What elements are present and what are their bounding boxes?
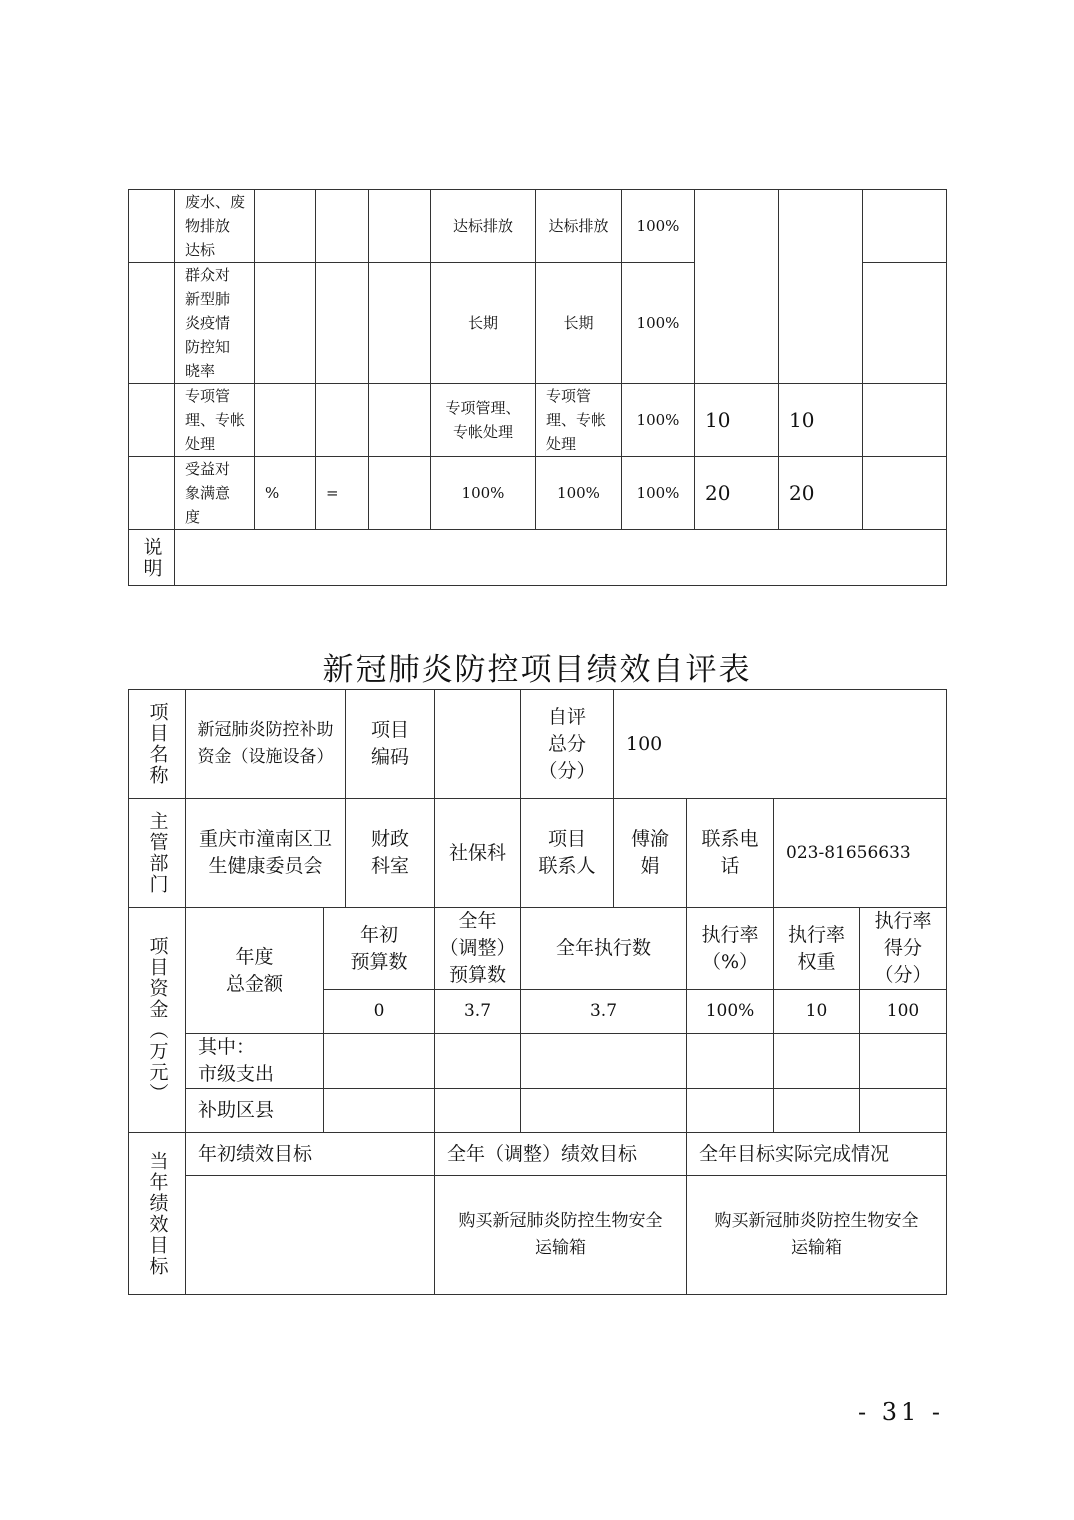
rate-cell: 100% xyxy=(622,457,695,530)
blank-cell xyxy=(863,263,947,384)
funds-label-cell xyxy=(129,908,186,1133)
office-label: 财政 科室 xyxy=(346,799,435,908)
project-name-label-cell xyxy=(129,690,186,799)
actual-cell: 长期 xyxy=(536,263,622,384)
exec-rate-label: 执行率 （%） xyxy=(687,908,774,990)
dept-label: 主管部门 xyxy=(146,811,169,895)
funds-label: 项目资金（万元） xyxy=(146,936,169,1104)
blank-cell xyxy=(129,457,175,530)
project-name-label: 项目名称 xyxy=(146,702,169,786)
adjusted-goal-value: 购买新冠肺炎防控生物安全 运输箱 xyxy=(435,1176,687,1295)
note-row xyxy=(129,530,947,586)
rate-cell: 100% xyxy=(622,384,695,457)
initial-budget-value: 0 xyxy=(324,990,435,1034)
project-code-label: 项目 编码 xyxy=(346,690,435,799)
county-score xyxy=(860,1089,947,1133)
county-rate xyxy=(687,1089,774,1133)
city-adjusted xyxy=(435,1034,521,1089)
self-score-label: 自评 总分 （分） xyxy=(521,690,614,799)
blank-cell xyxy=(129,190,175,263)
blank-cell xyxy=(369,190,431,263)
initial-goal-label: 年初绩效目标 xyxy=(186,1133,435,1176)
project-row xyxy=(129,690,947,799)
unit-cell xyxy=(255,190,316,263)
exec-weight-value: 10 xyxy=(774,990,860,1034)
evaluation-table xyxy=(128,689,947,1295)
actual-cell: 100% xyxy=(536,457,622,530)
county-executed xyxy=(521,1089,687,1133)
county-initial xyxy=(324,1089,435,1133)
blank-cell xyxy=(863,457,947,530)
self-score-value: 100 xyxy=(614,690,947,799)
table-row xyxy=(129,190,947,263)
indicator-name: 专项管 理、专帐 处理 xyxy=(175,384,255,457)
blank-cell xyxy=(369,457,431,530)
unit-cell xyxy=(255,263,316,384)
initial-goal-value xyxy=(186,1176,435,1295)
city-row xyxy=(129,1034,947,1089)
phone-label: 联系电 话 xyxy=(687,799,774,908)
goals-label-cell xyxy=(129,1133,186,1295)
nature-cell xyxy=(316,263,369,384)
adjusted-goal-label: 全年（调整）绩效目标 xyxy=(435,1133,687,1176)
table-row xyxy=(129,384,947,457)
note-value xyxy=(175,530,947,586)
score-cell: 10 xyxy=(779,384,863,457)
contact-value: 傅渝 娟 xyxy=(614,799,687,908)
goals-label: 当年绩效目标 xyxy=(146,1150,169,1277)
page-number: - 31 - xyxy=(858,1398,945,1426)
unit-cell xyxy=(255,384,316,457)
city-weight xyxy=(774,1034,860,1089)
unit-cell: % xyxy=(255,457,316,530)
dept-value: 重庆市潼南区卫生健康委员会 xyxy=(186,799,346,908)
blank-cell xyxy=(129,384,175,457)
contact-label: 项目 联系人 xyxy=(521,799,614,908)
target-cell: 100% xyxy=(431,457,536,530)
exec-score-value: 100 xyxy=(860,990,947,1034)
note-label-cell xyxy=(129,530,175,586)
nature-cell xyxy=(316,384,369,457)
target-cell: 专项管理、 专帐处理 xyxy=(431,384,536,457)
table-row xyxy=(129,457,947,530)
nature-cell: = xyxy=(316,457,369,530)
executed-label: 全年执行数 xyxy=(521,908,687,990)
actual-goal-value: 购买新冠肺炎防控生物安全 运输箱 xyxy=(687,1176,947,1295)
office-value: 社保科 xyxy=(435,799,521,908)
goals-header-row xyxy=(129,1133,947,1176)
weight-cell: 10 xyxy=(695,384,779,457)
rate-cell: 100% xyxy=(622,190,695,263)
county-row xyxy=(129,1089,947,1133)
dept-label-cell xyxy=(129,799,186,908)
weight-cell: 20 xyxy=(695,457,779,530)
blank-cell xyxy=(863,384,947,457)
form-title: 新冠肺炎防控项目绩效自评表 xyxy=(322,652,752,688)
city-score xyxy=(860,1034,947,1089)
funds-header-row xyxy=(129,908,947,990)
department-row xyxy=(129,799,947,908)
score-cell: 20 xyxy=(779,457,863,530)
exec-rate-value: 100% xyxy=(687,990,774,1034)
exec-score-label: 执行率 得分 （分） xyxy=(860,908,947,990)
initial-budget-label: 年初 预算数 xyxy=(324,908,435,990)
adjusted-budget-label: 全年 （调整） 预算数 xyxy=(435,908,521,990)
county-subsidy-label: 补助区县 xyxy=(186,1089,324,1133)
rate-cell: 100% xyxy=(622,263,695,384)
county-weight xyxy=(774,1089,860,1133)
actual-cell: 专项管 理、专帐 处理 xyxy=(536,384,622,457)
city-executed xyxy=(521,1034,687,1089)
total-amount-label: 年度 总金额 xyxy=(186,908,324,1034)
indicator-name: 受益对 象满意 度 xyxy=(175,457,255,530)
blank-cell xyxy=(129,263,175,384)
exec-weight-label: 执行率 权重 xyxy=(774,908,860,990)
blank-cell xyxy=(369,263,431,384)
weight-cell xyxy=(695,190,779,384)
score-cell xyxy=(779,190,863,384)
actual-goal-label: 全年目标实际完成情况 xyxy=(687,1133,947,1176)
indicator-name: 群众对 新型肺 炎疫情 防控知 晓率 xyxy=(175,263,255,384)
city-rate xyxy=(687,1034,774,1089)
goals-values-row xyxy=(129,1176,947,1295)
target-cell: 长期 xyxy=(431,263,536,384)
actual-cell: 达标排放 xyxy=(536,190,622,263)
nature-cell xyxy=(316,190,369,263)
city-initial xyxy=(324,1034,435,1089)
executed-value: 3.7 xyxy=(521,990,687,1034)
indicator-name: 废水、废 物排放 达标 xyxy=(175,190,255,263)
blank-cell xyxy=(369,384,431,457)
project-code-value xyxy=(435,690,521,799)
note-label: 说明 xyxy=(140,536,163,579)
prev-indicator-table xyxy=(128,189,947,586)
adjusted-budget-value: 3.7 xyxy=(435,990,521,1034)
city-expense-label: 其中： 市级支出 xyxy=(186,1034,324,1089)
phone-value: 023-81656633 xyxy=(774,799,947,908)
blank-cell xyxy=(863,190,947,263)
county-adjusted xyxy=(435,1089,521,1133)
target-cell: 达标排放 xyxy=(431,190,536,263)
project-name-value: 新冠肺炎防控补助资金（设施设备） xyxy=(186,690,346,799)
